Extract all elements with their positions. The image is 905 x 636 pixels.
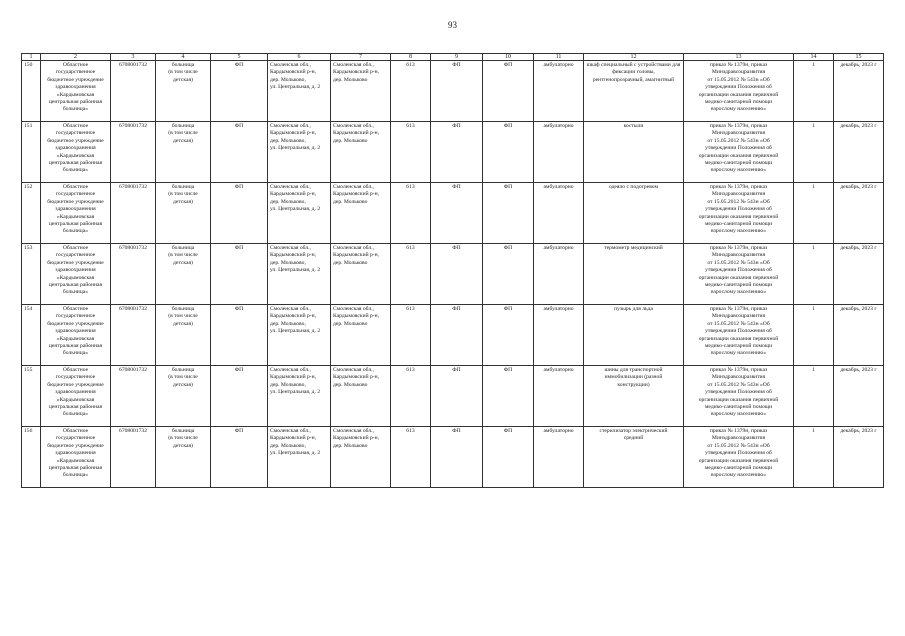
inn-value: 6708001732 — [119, 245, 147, 251]
code-value: 613 — [406, 306, 415, 312]
code-value: 613 — [406, 245, 415, 251]
facility-location: Смоленская обл., Кардымовский р-н, дер. Мольково — [333, 184, 380, 205]
location-cell — [331, 366, 391, 427]
table-row — [22, 61, 884, 122]
facility-location: Смоленская обл., Кардымовский р-н, дер. Мольково — [333, 62, 380, 83]
delivery-date: декабрь, 2023 г — [840, 306, 877, 312]
care-condition: амбулаторно — [543, 367, 574, 373]
facility-type-cell — [156, 244, 211, 305]
facility-address: Смоленская обл., Кардымовский р-н, дер. Мольково, ул. Центральная, д. 2 — [270, 245, 321, 274]
unit-form-cell — [211, 427, 268, 488]
column-10-value: ФП — [503, 428, 513, 434]
column-header: 15 — [834, 54, 884, 61]
address-cell — [268, 366, 331, 427]
regulation-cell — [684, 122, 794, 183]
equipment-cell — [584, 61, 684, 122]
code-cell — [391, 305, 431, 366]
column-header: 7 — [331, 54, 391, 61]
facility-type-cell — [156, 61, 211, 122]
unit-form-cell — [211, 122, 268, 183]
organization-cell — [41, 244, 111, 305]
column-9-cell — [431, 366, 483, 427]
equipment-name: термометр медицинский — [604, 245, 663, 251]
care-condition-cell — [534, 183, 584, 244]
column-9-value: ФП — [452, 184, 461, 190]
inn-cell — [111, 183, 156, 244]
quantity-cell — [794, 366, 834, 427]
column-9-cell — [431, 61, 483, 122]
quantity-value: 1 — [812, 123, 815, 129]
facility-location: Смоленская обл., Кардымовский р-н, дер. Мольково — [333, 367, 380, 388]
row-number-cell — [22, 305, 41, 366]
equipment-name: стерилизатор электрический средний — [599, 428, 668, 442]
facility-type: больница (в том числе детская) — [168, 123, 198, 144]
organization-name: Областное государственное бюджетное учреждение здравоохранения «Кардымовская центральная районная больница» — [47, 245, 104, 296]
column-10-cell — [483, 244, 534, 305]
facility-type-cell — [156, 122, 211, 183]
facility-type: больница (в том числе детская) — [168, 62, 198, 83]
column-header: 13 — [684, 54, 794, 61]
row-number: 153 — [24, 245, 33, 251]
unit-form: ФП — [234, 428, 244, 434]
organization-cell — [41, 305, 111, 366]
inn-cell — [111, 366, 156, 427]
address-cell — [268, 61, 331, 122]
page-number: 93 — [448, 20, 457, 30]
column-header: 2 — [41, 54, 111, 61]
table-row — [22, 305, 884, 366]
equipment-cell — [584, 122, 684, 183]
unit-form-cell — [211, 366, 268, 427]
regulation-order: приказ № 1379н, приказ Минздравсоцразвития от 15.05.2012 № 543н «Об утверждении Положения об организации оказания первичной медико-санитарной помощи взрослому населению» — [698, 62, 779, 113]
column-10-value: ФП — [503, 245, 513, 251]
organization-name: Областное государственное бюджетное учреждение здравоохранения «Кардымовская центральная районная больница» — [47, 184, 104, 235]
quantity-value: 1 — [812, 245, 815, 251]
equipment-registry-table — [21, 53, 884, 488]
location-cell — [331, 427, 391, 488]
unit-form: ФП — [234, 306, 244, 312]
quantity-cell — [794, 183, 834, 244]
care-condition-cell — [534, 366, 584, 427]
organization-name: Областное государственное бюджетное учреждение здравоохранения «Кардымовская центральная районная больница» — [47, 306, 104, 357]
row-number: 154 — [24, 306, 33, 312]
row-number-cell — [22, 366, 41, 427]
row-number-cell — [22, 122, 41, 183]
organization-name: Областное государственное бюджетное учреждение здравоохранения «Кардымовская центральная районная больница» — [47, 428, 104, 479]
organization-cell — [41, 122, 111, 183]
organization-name: Областное государственное бюджетное учреждение здравоохранения «Кардымовская центральная районная больница» — [47, 62, 104, 113]
quantity-cell — [794, 244, 834, 305]
column-10-value: ФП — [503, 184, 513, 190]
column-9-cell — [431, 244, 483, 305]
inn-value: 6708001732 — [119, 184, 147, 190]
facility-type: больница (в том числе детская) — [168, 306, 198, 327]
regulation-cell — [684, 183, 794, 244]
row-number: 151 — [24, 123, 33, 129]
column-9-value: ФП — [452, 245, 461, 251]
delivery-date: декабрь, 2023 г — [840, 245, 877, 251]
quantity-value: 1 — [812, 184, 815, 190]
care-condition: амбулаторно — [543, 123, 574, 129]
care-condition: амбулаторно — [543, 306, 574, 312]
facility-type: больница (в том числе детская) — [168, 367, 198, 388]
row-number: 152 — [24, 184, 33, 190]
date-cell — [834, 183, 884, 244]
column-9-value: ФП — [452, 62, 461, 68]
column-header: 12 — [584, 54, 684, 61]
code-cell — [391, 122, 431, 183]
equipment-name: костыли — [623, 123, 644, 129]
code-cell — [391, 427, 431, 488]
regulation-order: приказ № 1379н, приказ Минздравсоцразвития от 15.05.2012 № 543н «Об утверждении Положения об организации оказания первичной медико-санитарной помощи взрослому населению» — [698, 367, 779, 418]
unit-form: ФП — [234, 184, 244, 190]
column-9-value: ФП — [452, 428, 461, 434]
facility-location: Смоленская обл., Кардымовский р-н, дер. Мольково — [333, 306, 380, 327]
column-header: 9 — [431, 54, 483, 61]
code-value: 613 — [406, 428, 415, 434]
equipment-name: пузырь для льда — [614, 306, 653, 312]
code-value: 613 — [406, 62, 415, 68]
quantity-cell — [794, 305, 834, 366]
regulation-cell — [684, 366, 794, 427]
location-cell — [331, 61, 391, 122]
regulation-cell — [684, 427, 794, 488]
column-10-cell — [483, 122, 534, 183]
unit-form-cell — [211, 305, 268, 366]
column-9-cell — [431, 427, 483, 488]
delivery-date: декабрь, 2023 г — [840, 428, 877, 434]
column-header: 4 — [156, 54, 211, 61]
regulation-order: приказ № 1379н, приказ Минздравсоцразвития от 15.05.2012 № 543н «Об утверждении Положения об организации оказания первичной медико-санитарной помощи взрослому населению» — [698, 245, 779, 296]
organization-cell — [41, 366, 111, 427]
facility-type: больница (в том числе детская) — [168, 245, 198, 266]
organization-name: Областное государственное бюджетное учреждение здравоохранения «Кардымовская центральная районная больница» — [47, 367, 104, 418]
location-cell — [331, 183, 391, 244]
column-header: 8 — [391, 54, 431, 61]
code-cell — [391, 61, 431, 122]
row-number-cell — [22, 244, 41, 305]
column-10-cell — [483, 366, 534, 427]
code-cell — [391, 183, 431, 244]
date-cell — [834, 366, 884, 427]
organization-cell — [41, 427, 111, 488]
care-condition-cell — [534, 427, 584, 488]
inn-value: 6708001732 — [119, 428, 147, 434]
inn-value: 6708001732 — [119, 62, 147, 68]
facility-address: Смоленская обл., Кардымовский р-н, дер. Мольково, ул. Центральная, д. 2 — [270, 367, 321, 396]
facility-address: Смоленская обл., Кардымовский р-н, дер. Мольково, ул. Центральная, д. 2 — [270, 62, 321, 91]
quantity-value: 1 — [812, 306, 815, 312]
location-cell — [331, 305, 391, 366]
unit-form: ФП — [234, 245, 244, 251]
equipment-cell — [584, 305, 684, 366]
facility-type-cell — [156, 305, 211, 366]
delivery-date: декабрь, 2023 г — [840, 62, 877, 68]
quantity-cell — [794, 427, 834, 488]
equipment-cell — [584, 366, 684, 427]
address-cell — [268, 427, 331, 488]
care-condition-cell — [534, 122, 584, 183]
location-cell — [331, 244, 391, 305]
inn-value: 6708001732 — [119, 306, 147, 312]
row-number-cell — [22, 427, 41, 488]
facility-address: Смоленская обл., Кардымовский р-н, дер. Мольково, ул. Центральная, д. 2 — [270, 428, 321, 457]
care-condition-cell — [534, 244, 584, 305]
unit-form-cell — [211, 61, 268, 122]
column-9-cell — [431, 305, 483, 366]
care-condition-cell — [534, 61, 584, 122]
code-value: 613 — [406, 123, 415, 129]
facility-type: больница (в том числе детская) — [168, 184, 198, 205]
column-9-cell — [431, 183, 483, 244]
column-9-value: ФП — [452, 367, 461, 373]
facility-address: Смоленская обл., Кардымовский р-н, дер. Мольково, ул. Центральная, д. 2 — [270, 306, 321, 335]
quantity-value: 1 — [812, 428, 815, 434]
facility-location: Смоленская обл., Кардымовский р-н, дер. Мольково — [333, 123, 380, 144]
regulation-order: приказ № 1379н, приказ Минздравсоцразвития от 15.05.2012 № 543н «Об утверждении Положения об организации оказания первичной медико-санитарной помощи взрослому населению» — [698, 123, 779, 174]
regulation-order: приказ № 1379н, приказ Минздравсоцразвития от 15.05.2012 № 543н «Об утверждении Положения об организации оказания первичной медико-санитарной помощи взрослому населению» — [698, 428, 779, 479]
date-cell — [834, 122, 884, 183]
inn-cell — [111, 305, 156, 366]
facility-type: больница (в том числе детская) — [168, 428, 198, 449]
date-cell — [834, 305, 884, 366]
delivery-date: декабрь, 2023 г — [840, 123, 877, 129]
table-row — [22, 427, 884, 488]
regulation-cell — [684, 244, 794, 305]
table-row — [22, 366, 884, 427]
code-value: 613 — [406, 367, 415, 373]
column-10-value: ФП — [503, 306, 513, 312]
column-10-cell — [483, 427, 534, 488]
column-10-value: ФП — [503, 123, 513, 129]
column-number-row — [22, 54, 884, 61]
unit-form-cell — [211, 244, 268, 305]
facility-address: Смоленская обл., Кардымовский р-н, дер. Мольково, ул. Центральная, д. 2 — [270, 184, 321, 213]
address-cell — [268, 244, 331, 305]
row-number: 155 — [24, 367, 33, 373]
organization-name: Областное государственное бюджетное учреждение здравоохранения «Кардымовская центральная районная больница» — [47, 123, 104, 174]
care-condition: амбулаторно — [543, 62, 574, 68]
row-number-cell — [22, 61, 41, 122]
table-row — [22, 183, 884, 244]
care-condition: амбулаторно — [543, 428, 574, 434]
row-number: 156 — [24, 428, 33, 434]
facility-address: Смоленская обл., Кардымовский р-н, дер. Мольково, ул. Центральная, д. 2 — [270, 123, 321, 152]
facility-type-cell — [156, 366, 211, 427]
regulation-cell — [684, 61, 794, 122]
equipment-cell — [584, 183, 684, 244]
unit-form-cell — [211, 183, 268, 244]
column-9-cell — [431, 122, 483, 183]
equipment-name: шкаф специальный с устройствами для фиксации головы, рентгенопрозрачный, амагнитный — [586, 62, 681, 83]
equipment-cell — [584, 427, 684, 488]
inn-cell — [111, 61, 156, 122]
code-cell — [391, 244, 431, 305]
column-header: 6 — [268, 54, 331, 61]
regulation-cell — [684, 305, 794, 366]
facility-location: Смоленская обл., Кардымовский р-н, дер. Мольково — [333, 428, 380, 449]
inn-cell — [111, 244, 156, 305]
address-cell — [268, 305, 331, 366]
date-cell — [834, 427, 884, 488]
regulation-order: приказ № 1379н, приказ Минздравсоцразвития от 15.05.2012 № 543н «Об утверждении Положения об организации оказания первичной медико-санитарной помощи взрослому населению» — [698, 184, 779, 235]
facility-location: Смоленская обл., Кардымовский р-н, дер. Мольково — [333, 245, 380, 266]
regulation-order: приказ № 1379н, приказ Минздравсоцразвития от 15.05.2012 № 543н «Об утверждении Положения об организации оказания первичной медико-санитарной помощи взрослому населению» — [698, 306, 779, 357]
code-cell — [391, 366, 431, 427]
unit-form: ФП — [234, 367, 244, 373]
quantity-cell — [794, 61, 834, 122]
inn-value: 6708001732 — [119, 367, 147, 373]
date-cell — [834, 61, 884, 122]
inn-value: 6708001732 — [119, 123, 147, 129]
care-condition: амбулаторно — [543, 184, 574, 190]
inn-cell — [111, 427, 156, 488]
address-cell — [268, 183, 331, 244]
equipment-cell — [584, 244, 684, 305]
column-header: 5 — [211, 54, 268, 61]
delivery-date: декабрь, 2023 г — [840, 184, 877, 190]
column-header: 1 — [22, 54, 41, 61]
date-cell — [834, 244, 884, 305]
facility-type-cell — [156, 427, 211, 488]
column-header: 11 — [534, 54, 584, 61]
row-number: 150 — [24, 62, 33, 68]
column-10-cell — [483, 61, 534, 122]
equipment-name: шины для транспортной иммобилизации (разной конструкции) — [604, 367, 663, 388]
unit-form: ФП — [234, 123, 244, 129]
column-header: 10 — [483, 54, 534, 61]
column-9-value: ФП — [452, 306, 461, 312]
quantity-value: 1 — [812, 62, 815, 68]
column-header: 3 — [111, 54, 156, 61]
organization-cell — [41, 61, 111, 122]
column-9-value: ФП — [452, 123, 461, 129]
column-10-value: ФП — [503, 62, 513, 68]
care-condition-cell — [534, 305, 584, 366]
equipment-name: одеяло с подогревом — [608, 184, 659, 190]
inn-cell — [111, 122, 156, 183]
code-value: 613 — [406, 184, 415, 190]
column-10-cell — [483, 183, 534, 244]
quantity-cell — [794, 122, 834, 183]
facility-type-cell — [156, 183, 211, 244]
column-10-cell — [483, 305, 534, 366]
unit-form: ФП — [234, 62, 244, 68]
row-number-cell — [22, 183, 41, 244]
location-cell — [331, 122, 391, 183]
table-row — [22, 122, 884, 183]
organization-cell — [41, 183, 111, 244]
care-condition: амбулаторно — [543, 245, 574, 251]
table-row — [22, 244, 884, 305]
address-cell — [268, 122, 331, 183]
column-10-value: ФП — [503, 367, 513, 373]
quantity-value: 1 — [812, 367, 815, 373]
delivery-date: декабрь, 2023 г — [840, 367, 877, 373]
column-header: 14 — [794, 54, 834, 61]
